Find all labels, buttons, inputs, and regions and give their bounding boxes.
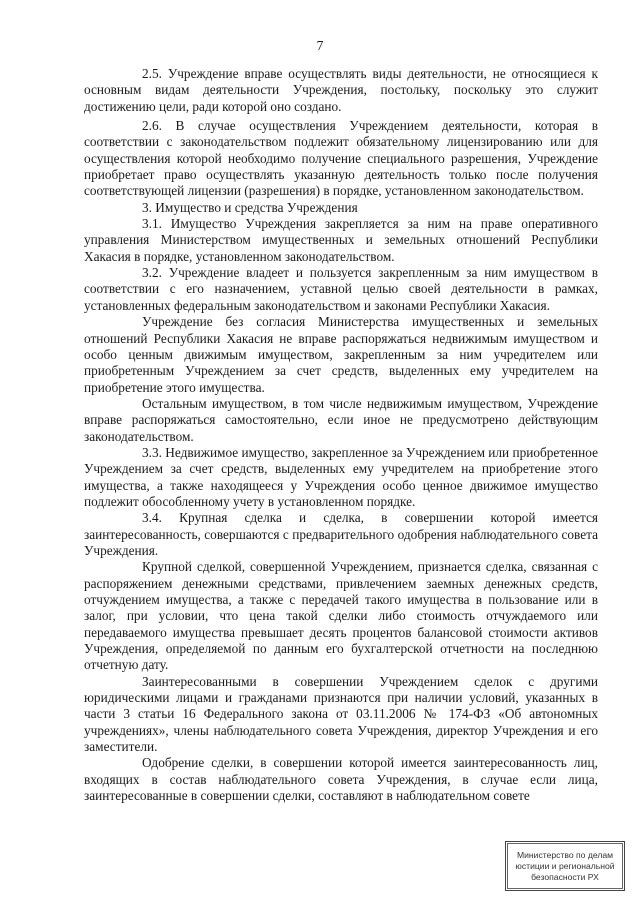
paragraph-consent: Учреждение без согласия Министерства имущественных и земельных отношений Республики Хакасия не вправе распоряжаться недвижимым имуществом и особо ценным движимым имуществом, закрепленным за ним учредителем или приобретенным Учреждением за счет средств, выделенных ему учредителем на приобретение этого имущества. xyxy=(84,314,598,395)
paragraph-2-5: 2.5. Учреждение вправе осуществлять виды деятельности, не относящиеся к основным видам деятельности Учреждения, постольку, поскольку это служит достижению цели, ради которой оно создано. xyxy=(84,66,598,114)
paragraph-other-property: Остальным имуществом, в том числе недвижимым имуществом, Учреждение вправе распоряжаться самостоятельно, если иное не предусмотрено действующим законодательством. xyxy=(84,395,598,444)
stamp-line-2: юстиции и региональной xyxy=(515,860,615,871)
paragraph-approval: Одобрение сделки, в совершении которой имеется заинтересованность лиц, входящих в состав наблюдательного совета Учреждения, в случае если лица, заинтересованные в совершении сделки, составляют в наблюдательном совете xyxy=(84,755,598,804)
section-title: 3. Имущество и средства Учреждения xyxy=(142,199,358,215)
stamp-line-1: Министерство по делам xyxy=(516,849,614,860)
paragraph-3-3: 3.3. Недвижимое имущество, закрепленное за Учреждением или приобретенное Учреждением за счет средств, выделенных ему учредителем на приобретение этого имущества, а также находящееся у Учреждения особо ценное движимое имущество подлежит обособленному учету в установленном порядке. xyxy=(84,444,598,509)
document-body xyxy=(84,66,598,804)
page-number: 7 xyxy=(316,38,324,53)
paragraph-3-1: 3.1. Имущество Учреждения закрепляется за ним на праве оперативного управления Министерством имущественных и земельных отношений Республики Хакасия в порядке, установленном законодательством. xyxy=(84,216,598,264)
stamp-line-3: безопасности РХ xyxy=(531,871,599,882)
paragraph-2-6: 2.6. В случае осуществления Учреждением деятельности, которая в соответствии с законодательством подлежит обязательному лицензированию или для осуществления которой необходимо получение специального разрешения, Учреждение приобретает право осуществлять указанную деятельность только после получения соответствующей лицензии (разрешения) в порядке, установленном законодательством. xyxy=(84,118,598,199)
paragraph-3-4: 3.4. Крупная сделка и сделка, в совершении которой имеется заинтересованность, совершаются с предварительного одобрения наблюдательного совета Учреждения. xyxy=(84,510,598,558)
paragraph-3-2: 3.2. Учреждение владеет и пользуется закрепленным за ним имуществом в соответствии с его назначением, уставной целью своей деятельности в рамках, установленных федеральным законодательством и законами Республики Хакасия. xyxy=(84,265,598,313)
paragraph-interested-parties: Заинтересованными в совершении Учреждением сделок с другими юридическими лицами и гражданами признаются при наличии условий, указанных в части 3 статьи 16 Федерального закона от 03.11.2006 № 174-ФЗ «Об автономных учреждениях», члены наблюдательного совета Учреждения, директор Учреждения и его заместители. xyxy=(84,673,598,755)
ministry-stamp xyxy=(505,841,625,891)
paragraph-major-deal: Крупной сделкой, совершенной Учреждением, признается сделка, связанная с распоряжением денежными средствами, привлечением заемных денежных средств, отчуждением имущества, а также с передачей такого имущества в пользование или в залог, при условии, что цена такой сделки либо стоимость отчуждаемого или передаваемого имущества превышает десять процентов балансовой стоимости активов Учреждения, определяемой по данным его бухгалтерской отчетности на последнюю отчетную дату. xyxy=(84,559,598,673)
